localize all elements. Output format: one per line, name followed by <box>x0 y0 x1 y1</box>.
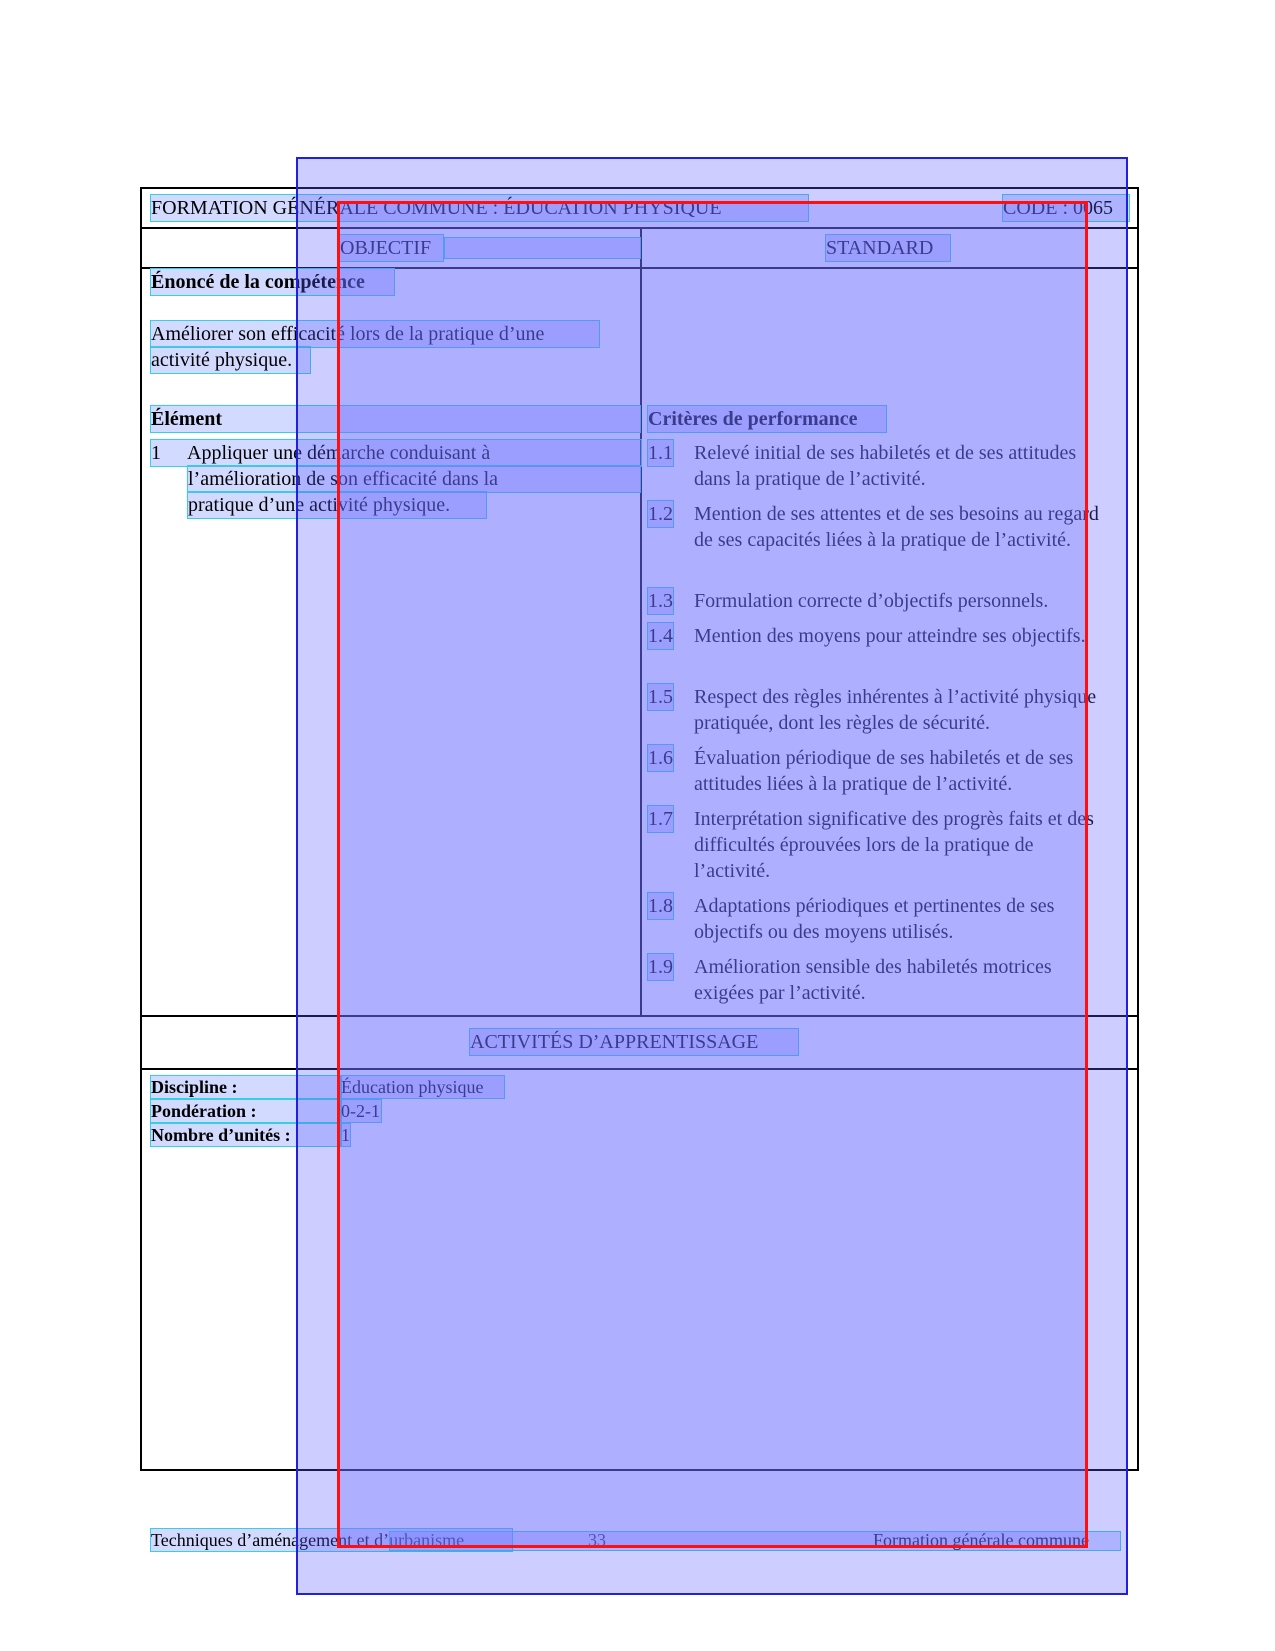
criteria-item-text: Respect des règles inhérentes à l’activité physique pratiquée, dont les règles de sécurité. <box>694 686 1097 734</box>
criteria-item-text: Formulation correcte d’objectifs personnels. <box>694 590 1049 612</box>
element-heading: Élément <box>151 406 640 432</box>
unites-label: Nombre d’unités : <box>151 1124 341 1146</box>
criteria-item-number: 1.6 <box>648 747 673 769</box>
criteria-item-number: 1.5 <box>648 686 673 708</box>
criteria-item-text: Interprétation significative des progrès faits et des difficultés éprouvées lors de la pratique de l’activité. <box>694 808 1094 882</box>
footer-program: Techniques d’aménagement et d’urbanisme <box>151 1529 512 1551</box>
discipline-label: Discipline : <box>151 1076 341 1098</box>
element-number: 1 <box>151 440 641 466</box>
criteria-item-text: Adaptations périodiques et pertinentes de ses objectifs ou des moyens utilisés. <box>694 895 1055 943</box>
criteria-item-number: 1.3 <box>648 590 673 612</box>
table-border-right <box>1137 187 1139 1471</box>
criteria-item-text: Évaluation périodique de ses habiletés et de ses attitudes liées à la pratique de l’activité. <box>694 747 1074 795</box>
criteria-item-number: 1.7 <box>648 808 673 830</box>
column-heading-standard: STANDARD <box>826 235 950 261</box>
criteria-heading: Critères de performance <box>648 406 886 432</box>
region-overlay-inner <box>337 201 1088 1548</box>
activities-heading: ACTIVITÉS D’APPRENTISSAGE <box>470 1029 798 1055</box>
criteria-item-text: Relevé initial de ses habiletés et de ses attitudes dans la pratique de l’activité. <box>694 442 1077 490</box>
column-heading-objectif: OBJECTIF <box>340 235 443 261</box>
element-line2: l’amélioration de son efficacité dans la <box>188 466 640 492</box>
criteria-item-text: Mention des moyens pour atteindre ses objectifs. <box>694 625 1086 647</box>
footer-section: Formation générale commune <box>873 1530 1089 1550</box>
document-title: FORMATION GÉNÉRALE COMMUNE : ÉDUCATION PHYSIQUE <box>151 195 808 221</box>
criteria-item-number: 1.4 <box>648 625 673 647</box>
competence-text-line1: Améliorer son efficacité lors de la pratique d’une <box>151 321 599 347</box>
criteria-item-number: 1.9 <box>648 956 673 978</box>
element-line1: Appliquer une démarche conduisant à <box>187 442 491 464</box>
criteria-item-number: 1.2 <box>648 503 673 525</box>
criteria-item-number: 1.8 <box>648 895 673 917</box>
competence-text-line2: activité physique. <box>151 347 310 373</box>
ponderation-value: 0-2-1 <box>341 1101 380 1121</box>
unites-value: 1 <box>341 1125 350 1145</box>
element-line3: pratique d’une activité physique. <box>188 492 486 518</box>
ponderation-label: Pondération : <box>151 1100 341 1122</box>
footer-page-number: 33 <box>588 1530 606 1550</box>
criteria-item-text: Mention de ses attentes et de ses besoins au regard de ses capacités liées à la pratique de l’activité. <box>694 503 1099 551</box>
table-border-left <box>140 187 142 1471</box>
criteria-item-number: 1.1 <box>648 442 673 464</box>
criteria-item-text: Amélioration sensible des habiletés motrices exigées par l’activité. <box>694 956 1052 1004</box>
discipline-value: Éducation physique <box>341 1076 504 1098</box>
competence-heading: Énoncé de la compétence <box>151 269 394 295</box>
course-code: CODE : 0065 <box>1003 195 1129 221</box>
